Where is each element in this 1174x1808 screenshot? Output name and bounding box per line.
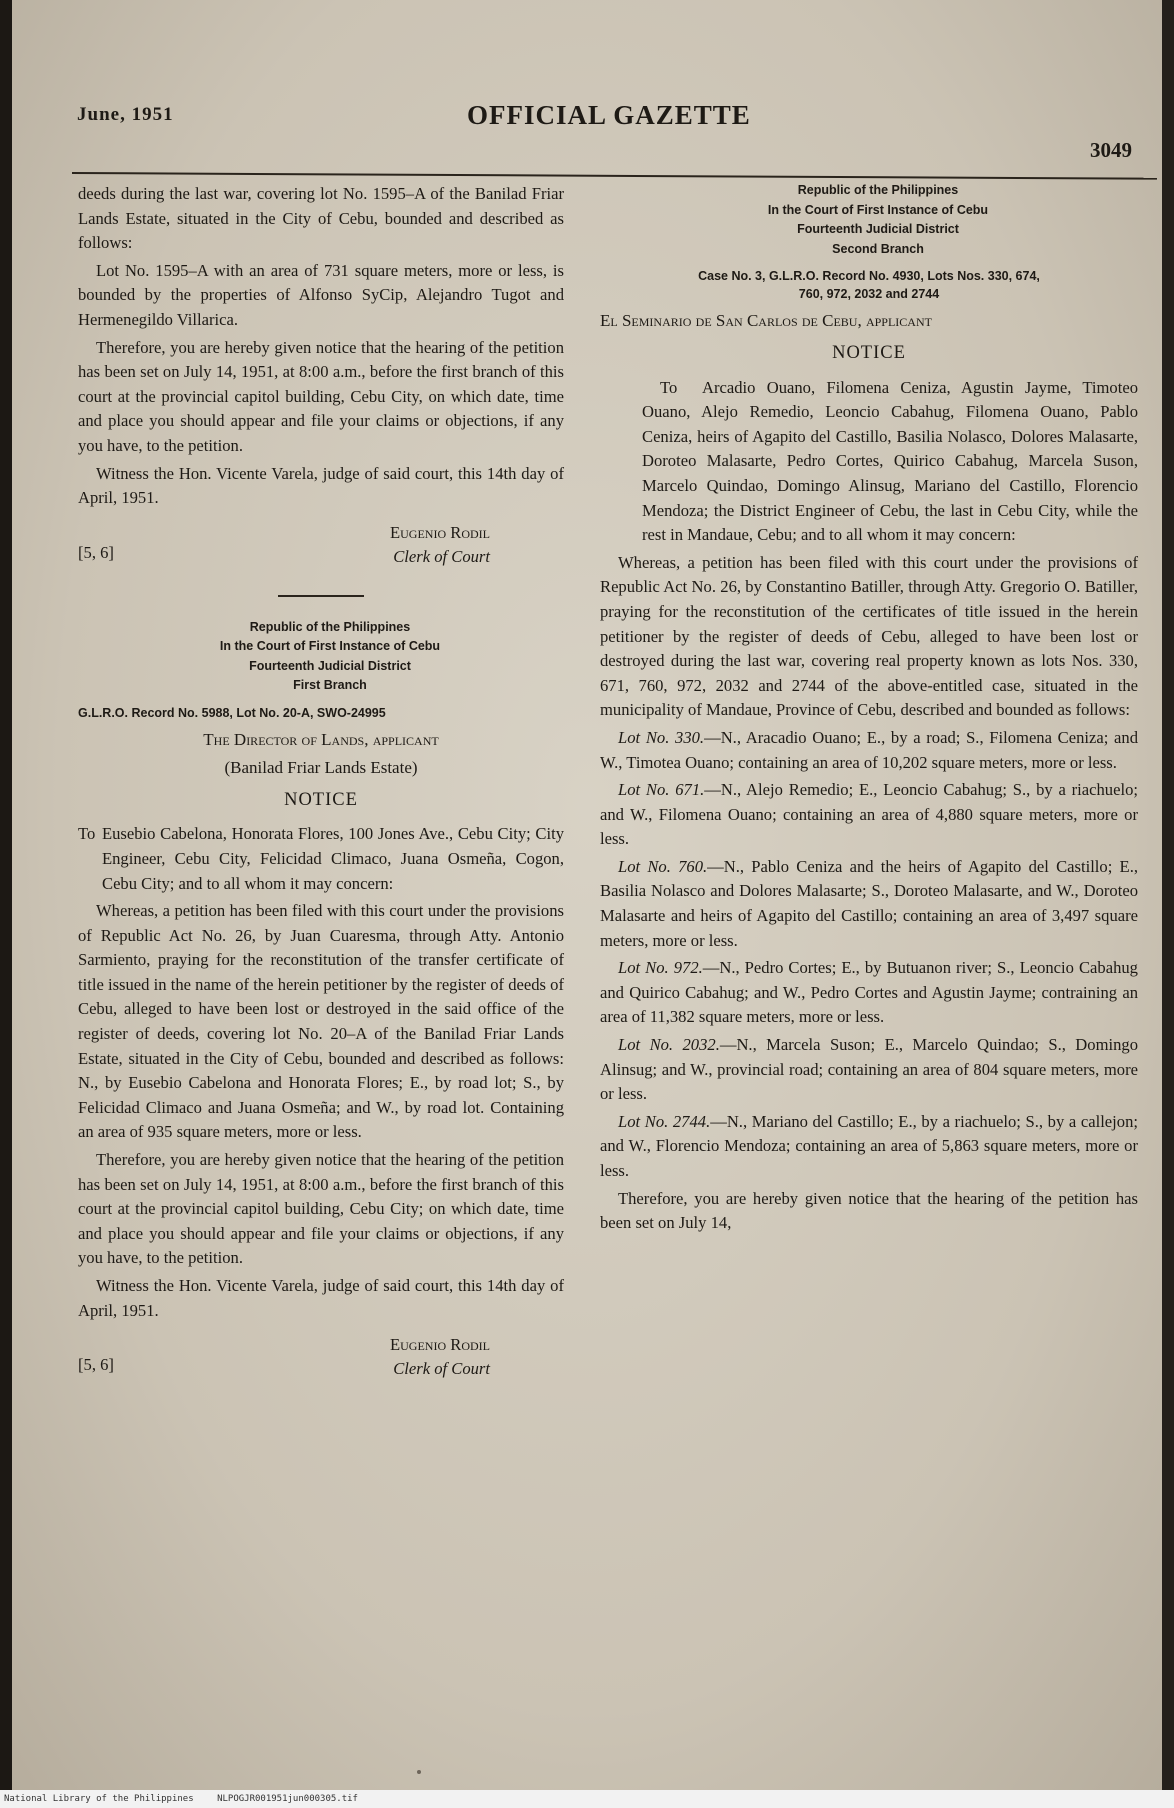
clerk-name: Eugenio Rodil bbox=[389, 1335, 490, 1355]
hearing-paragraph: Therefore, you are hereby given notice that the hearing of the petition has been set on July 14, 1951, at 8:00 a.m., before the first branch of this court at the provincial capitol building, Cebu City; on which date, time and place you should appear and file your claims or objections, if any you have, to the petition. bbox=[78, 1150, 564, 1268]
court-line: Fourteenth Judicial District bbox=[797, 222, 959, 236]
scan-footer bbox=[0, 1790, 1174, 1808]
lot-description: Lot No. 1595–A with an area of 731 square meters, more or less, is bounded by the properties of Alfonso SyCip, Alejandro Tugot and Hermenegildo Villarica. bbox=[78, 260, 564, 329]
court-line: In the Court of First Instance of Cebu bbox=[219, 639, 441, 654]
lot-label: Lot No. 2744. bbox=[618, 1111, 711, 1131]
court-line: Fourteenth Judicial District bbox=[249, 658, 411, 673]
lot-label: Lot No. 2032. bbox=[618, 1035, 720, 1055]
whereas-paragraph: Whereas, a petition has been filed with this court under the provisions of Republic Act No. 26, by Constantino Batiller, through Atty. Gregorio O. Batiller, praying for the reconstitution of the certificates of title issued in the herein petitioner by the register of deeds of Cebu, alleged to have been lost or destroyed during the last war, covering real property known as lots Nos. 330, 671, 760, 972, 2032 and 2744 of the above-entitled case, situated in the municipality of Mandaue, Province of Cebu, described and bounded as follows: bbox=[600, 552, 1138, 720]
footer-filename: NLPOGJR001951jun000305.tif bbox=[217, 1794, 358, 1804]
lot-text: —N., Aracadio Ouano; E., by a road; S., Filomena Ceniza; and W., Timotea Ouano; containing an area of 10,202 square meters, more or less. bbox=[600, 727, 1138, 772]
hearing-paragraph: Therefore, you are hereby given notice that the hearing of the petition has been set on July 14, bbox=[600, 1188, 1138, 1233]
court-line: Second Branch bbox=[832, 241, 924, 256]
right-column bbox=[600, 182, 1138, 1239]
record-number: G.L.R.O. Record No. 5988, Lot No. 20-A, SWO-24995 bbox=[78, 705, 386, 720]
footer-library: National Library of the Philippines bbox=[4, 1794, 194, 1804]
court-line: In the Court of First Instance of Cebu bbox=[767, 202, 989, 217]
lot-entry bbox=[600, 726, 1138, 775]
lot-text: —N., Pedro Cortes; E., by Butuanon river; S., Leoncio Cabahug and Quirico Cabahug; and W., Pedro Cortes and Agustin Jayme; contraining an area of 11,382 square meters, more or less. bbox=[600, 958, 1138, 1027]
notice-heading: NOTICE bbox=[284, 789, 358, 810]
addressee-list: Arcadio Ouano, Filomena Ceniza, Agustin Jayme, Timoteo Ouano, Alejo Remedio, Leoncio Cabahug, Filomena Ouano, Pablo Ceniza, heirs of Agapito del Castillo, Basilia Nolasco, Dolores Malasarte, Doroteo Malasarte, Pedro Cortes, Quirico Cabahug, Marcela Suson, Marcelo Quindao, Domingo Alinsug, Mariano del Castillo, Florencio Mendoza; the District Engineer of Cebu, the last in Cebu City, while the rest in Mandaue, Cebu; and to all whom it may concern: bbox=[642, 377, 1138, 545]
continued-paragraph: deeds during the last war, covering lot No. 1595–A of the Banilad Friar Lands Estate, situated in the City of Cebu, bounded and described as follows: bbox=[78, 184, 564, 253]
scan-speck bbox=[417, 1770, 421, 1774]
gazette-page bbox=[12, 0, 1162, 1790]
clerk-name: Eugenio Rodil bbox=[389, 522, 490, 542]
clerk-title: Clerk of Court bbox=[393, 1359, 490, 1379]
notice-heading: NOTICE bbox=[832, 343, 906, 363]
lot-entry bbox=[600, 855, 1138, 953]
issue-ref: [5, 6] bbox=[78, 1355, 114, 1375]
lot-text: —N., Pablo Ceniza and the heirs of Agapito del Castillo; E., Basilia Nolasco and Dolores Malasarte; S., Doroteo Malasarte, and W., Doroteo Malasarte and heirs of Agapito del Castillo; containing an area of 3,497 square meters, more or less. bbox=[600, 856, 1138, 950]
signature-block bbox=[78, 1333, 564, 1383]
publication-title: OFFICIAL GAZETTE bbox=[467, 100, 751, 130]
lot-label: Lot No. 972. bbox=[618, 958, 703, 978]
lot-text: —N., Mariano del Castillo; E., by a riachuelo; S., by a callejon; and W., Florencio Mendoza; containing an area of 5,863 square meters, more or less. bbox=[600, 1111, 1138, 1180]
record-number: Case No. 3, G.L.R.O. Record No. 4930, Lots Nos. 330, 674, bbox=[698, 269, 1040, 283]
applicant-line: El Seminario de San Carlos de Cebu, applicant bbox=[600, 311, 932, 330]
to-label: To bbox=[78, 824, 96, 844]
lot-entry bbox=[600, 778, 1138, 852]
whereas-paragraph: Whereas, a petition has been filed with this court under the provisions of Republic Act No. 26, by Juan Cuaresma, through Atty. Antonio Sarmiento, praying for the reconstitution of the transfer certificate of title issued in the name of the herein petitioner by the register of deeds of Cebu, alleged to have been lost or destroyed in the said office of the register of deeds, covering lot No. 20–A of the Banilad Friar Lands Estate, situated in the City of Cebu, bounded and described as follows: N., by Eusebio Cabelona and Honorata Flores; E., by road lot; S., by Felicidad Climaco and Juana Osmeña; and W., by road lot. Containing an area of 935 square meters, more or less. bbox=[78, 901, 564, 1142]
scan-edge-left bbox=[0, 0, 12, 1808]
left-column bbox=[78, 182, 564, 1383]
to-label: To bbox=[660, 377, 678, 397]
court-line: Republic of the Philippines bbox=[797, 183, 959, 197]
record-number-cont: 760, 972, 2032 and 2744 bbox=[798, 287, 940, 301]
lot-text: —N., Alejo Remedio; E., Leoncio Cabahug; S., by a riachuelo; and W., Filomena Ouano; containing an area of 4,880 square meters, more or less. bbox=[600, 780, 1138, 849]
scan-edge-right bbox=[1162, 0, 1174, 1808]
issue-date: June, 1951 bbox=[77, 104, 174, 125]
lot-entry bbox=[600, 956, 1138, 1030]
witness-paragraph: Witness the Hon. Vicente Varela, judge of said court, this 14th day of April, 1951. bbox=[78, 463, 564, 508]
applicant-line: The Director of Lands, applicant bbox=[203, 729, 439, 749]
clerk-title: Clerk of Court bbox=[393, 546, 490, 566]
header-rule bbox=[72, 172, 1157, 180]
lot-label: Lot No. 330. bbox=[618, 727, 705, 747]
lot-label: Lot No. 671. bbox=[618, 780, 705, 800]
addressees bbox=[600, 376, 1138, 548]
signature-block bbox=[78, 521, 564, 571]
issue-ref: [5, 6] bbox=[78, 542, 114, 562]
section-divider bbox=[278, 595, 364, 597]
court-line: Republic of the Philippines bbox=[249, 619, 411, 634]
addressees bbox=[78, 822, 564, 896]
witness-paragraph: Witness the Hon. Vicente Varela, judge of said court, this 14th day of April, 1951. bbox=[78, 1276, 564, 1320]
page-number: 3049 bbox=[1090, 138, 1132, 162]
lot-text: —N., Marcela Suson; E., Marcelo Quindao; S., Domingo Alinsug; and W., provincial road; containing an area of 804 square meters, more or less. bbox=[600, 1035, 1138, 1104]
applicant-line: (Banilad Friar Lands Estate) bbox=[224, 757, 418, 777]
lot-entry bbox=[600, 1033, 1138, 1107]
lot-label: Lot No. 760. bbox=[618, 856, 708, 876]
court-line: First Branch bbox=[293, 678, 367, 693]
lot-entry bbox=[600, 1110, 1138, 1184]
hearing-paragraph: Therefore, you are hereby given notice that the hearing of the petition has been set on July 14, 1951, at 8:00 a.m., before the first branch of this court at the provincial capitol building, Cebu City, on which date, time and place you should appear and file your claims or objections, if any you have, to the petition. bbox=[78, 337, 564, 455]
addressee-list: Eusebio Cabelona, Honorata Flores, 100 Jones Ave., Cebu City; City Engineer, Cebu City, Felicidad Climaco, Juana Osmeña, Cogon, Cebu City; and to all whom it may concern: bbox=[102, 824, 564, 893]
